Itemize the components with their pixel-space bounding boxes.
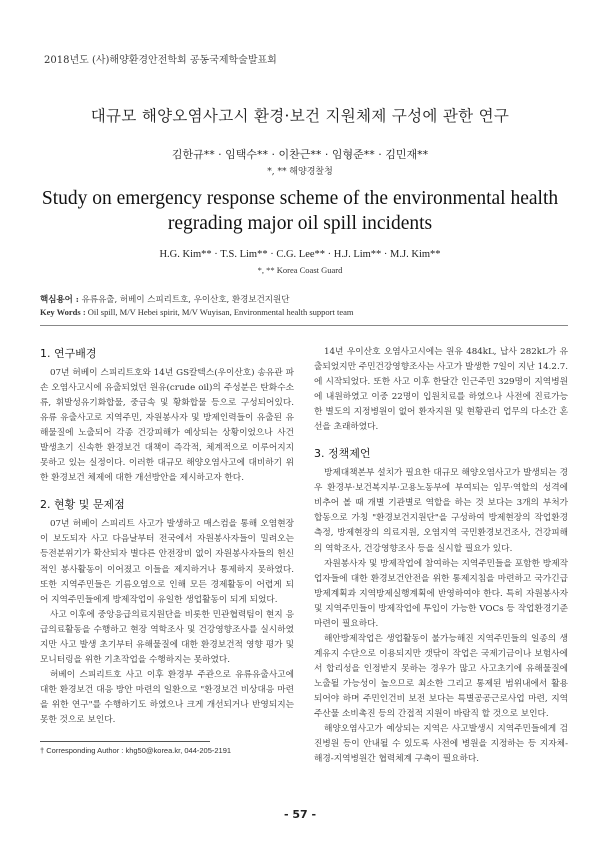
paragraph: 허베이 스피리트호 사고 이후 환경부 주관으로 유류유출사고에 대한 환경보건 대응 방안 마련의 일환으로 "환경보건 비상대응 마련을 위한 연구"를 수행하기도 하였으나 크게 개선되거나 반영되지는 못한 것으로 보인다.: [40, 669, 294, 725]
affiliation-english: *, ** Korea Coast Guard: [257, 265, 343, 275]
section-heading-background: 1. 연구배경: [40, 347, 97, 360]
keywords-english-label: Key Words :: [40, 307, 86, 317]
section-heading-status: 2. 현황 및 문제점: [40, 498, 125, 512]
section-heading-policy: 3. 정책제언: [314, 447, 371, 461]
paragraph: 해안방제작업은 생업활동이 불가능해진 지역주민들의 일종의 생계유지 수단으로 이용되지만 갯닦이 작업은 국제기금이나 보험사에서 합리성을 인정받지 못하는 경우가 많고 사고초기에 유해물질에 노출될 가능성이 높으므로 최소한 그리고 통제된 범위내에서 활용되어야 하며 주민인건비 보전 보다는 특별공공근로사업 마련, 지역주산물 소비촉진 등의 간접적 지원이 바람직 할 것으로 보인다.: [314, 633, 568, 720]
keywords-english: [40, 307, 354, 317]
paragraph: 07년 허베이 스피리트호와 14년 GS칼텍스(우이산호) 송유관 파손 오염사고시에 유출되었던 원유(crude oil)의 주성분은 탄화수소류, 휘발성유기화합물, 중금속 및 황화합물 등으로 구성되어있다. 유류 유출사고로 지역주민, 자원봉사자 및 방제인력들이 유출된 유해물질에 노출되어 각종 건강피해가 예상되는 상황이었으나 사건 발생초기 신속한 환경보건 대책이 즉각적, 체계적으로 이루어지지 못하고 있는 실정이다. 이러한 대규모 해양오염사고에 대비하기 위한 환경보건 체제에 대한 개선방안을 제시하고자 한다.: [40, 368, 294, 484]
footnote-divider: [40, 741, 210, 742]
paper-title-english-line-2: regrading major oil spill incidents: [167, 213, 433, 234]
keywords-korean: [40, 293, 289, 305]
paragraph: 해양오염사고가 예상되는 지역은 사고발생시 지역주민들에게 검진병원 등이 안내될 수 있도록 사전에 병원을 지정하는 등 지자체-해경-지역병원간 협력체계 구축이 필요하다.: [314, 724, 568, 765]
conference-header: 2018년도 (사)해양환경안전학회 공동국제학술발표회: [44, 55, 277, 66]
authors-korean: 김한규** · 임택수** · 이찬근** · 임형준** · 김민재**: [171, 148, 429, 161]
paragraph: 사고 이후에 중앙응급의료지원단을 비롯한 민관협력팀이 현지 응급의료활동을 수행하고 현장 역학조사 및 건강영향조사를 실시하였지만 사고 발생 초기부터 유해물질에 대한 환경보건적 영향 평가 및 모니터링을 위한 기초작업을 수행하지는 못하였다.: [40, 609, 294, 665]
keywords-korean-label: 핵심용어 :: [40, 295, 79, 305]
page-number: - 57 -: [283, 808, 317, 821]
right-column: [314, 345, 568, 767]
paragraph: 자원봉사자 및 방제작업에 참여하는 지역주민들을 포함한 방제작업자들에 대한 환경보건안전을 위한 통제지침을 마련하고 국가긴급방제계획과 지역방제실행계획에 반영하여야 한다. 특히 자원봉사자 및 지역주민들이 방제작업에 투입이 가능한 VOCs 등 작업환경기준 마련이 필요하다.: [314, 558, 568, 629]
paper-title-english: [0, 186, 600, 236]
paper-title-korean: 대규모 해양오염사고시 환경·보건 지원체제 구성에 관한 연구: [90, 107, 510, 125]
keywords-english-text: Oil spill, M/V Hebei spirit, M/V Wuyisan, Environmental health support team: [85, 307, 354, 317]
paragraph: 07년 허베이 스피리트 사고가 발생하고 매스컴을 통해 오염현장이 보도되자 사고 다음날부터 전국에서 자원봉사자들이 밀려오는 등전분위기가 확산되자 별다른 안전장비 없이 자원봉사자들의 헌신적인 봉사활동이 이어졌고 이들을 제지하거나 통제하지 못하였다. 또한 지역주민들은 기름오염으로 인해 모든 경제활동이 어렵게 되어 지역주민들에게 방제작업이 유일한 생업활동이 되게 되었다.: [40, 519, 294, 605]
paper-title-english-line-1: Study on emergency response scheme of the environmental health: [41, 188, 559, 209]
paragraph: 방제대책본부 설치가 필요한 대규모 해양오염사고가 발생되는 경우 환경부·보건복지부·고용노동부에 부여되는 임무·역할의 성격에 비추어 볼 때 개별 기관별로 역할을 하는 것 보다는 3개의 부처가 합동으로 가칭 "환경보건지원단"을 구성하여 방제현장의 작업환경 측정, 방제현장의 의료지원, 오염지역 국민환경보건조사, 건강피해의 역학조사, 건강영향조사 등을 실시할 필요가 있다.: [314, 468, 568, 554]
authors-english: H.G. Kim** · T.S. Lim** · C.G. Lee** · H.J. Lim** · M.J. Kim**: [159, 249, 441, 260]
paragraph: 14년 우이산호 오염사고시에는 원유 484kL, 납사 282kL가 유출되었지만 주민건강영향조사는 사고가 발생한 7일이 지난 14.2.7.에 시작되었다. 또한 사고 이후 한달간 인근주민 329명이 지역병원에 내원하였고 이중 22명이 입원치료를 하였으나 사전에 진료가능한 별도의 지정병원이 없어 환자지원 및 현황관리 업무의 다소간 혼선을 초래하였다.: [314, 347, 568, 433]
affiliation-korean: *, ** 해양경찰청: [267, 167, 333, 177]
left-column: [40, 345, 294, 728]
header-divider: [40, 325, 568, 326]
keywords-korean-text: 유류유출, 허베이 스피리트호, 우이산호, 환경보건지원단: [78, 295, 290, 305]
corresponding-author-footnote: † Corresponding Author : khg50@korea.kr, 044-205-2191: [40, 746, 232, 755]
